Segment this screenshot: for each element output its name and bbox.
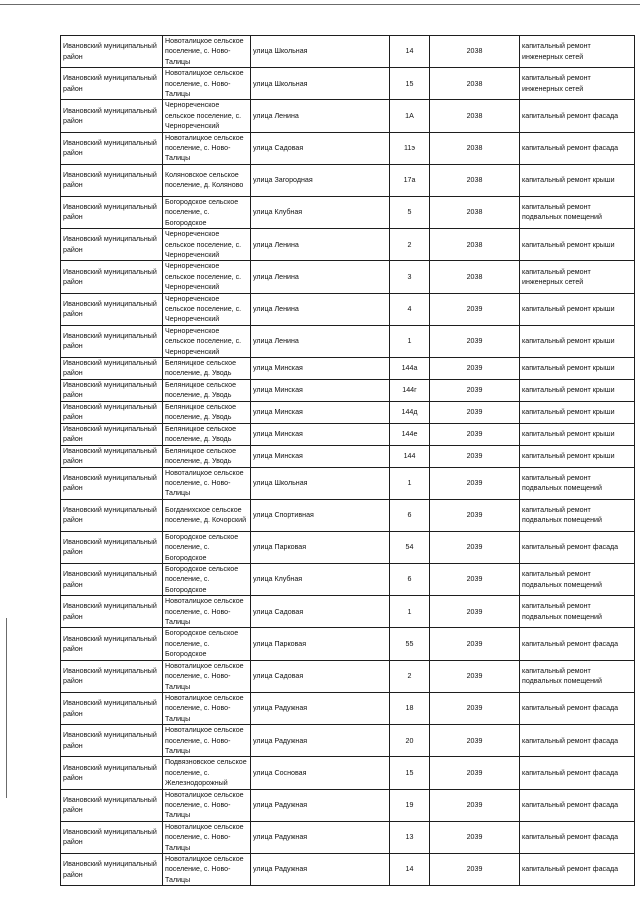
settlement-cell: Новоталицкое сельское поселение, с. Ново-Талицы [163,132,251,164]
table-row [61,229,635,261]
settlement-cell: Новоталицкое сельское поселение, с. Ново-Талицы [163,660,251,692]
house-number-cell: 14 [390,854,430,886]
year-cell: 2039 [430,531,520,563]
settlement-cell: Новоталицкое сельское поселение, с. Ново-Талицы [163,692,251,724]
work-type-cell: капитальный ремонт фасада [520,757,635,789]
table-row [61,628,635,660]
table-row [61,196,635,228]
district-cell: Ивановский муниципальный район [61,36,163,68]
street-cell: улица Радужная [251,821,390,853]
year-cell: 2039 [430,499,520,531]
district-cell: Ивановский муниципальный район [61,789,163,821]
table-row [61,445,635,467]
street-cell: улица Парковая [251,531,390,563]
work-type-cell: капитальный ремонт инженерных сетей [520,36,635,68]
district-cell: Ивановский муниципальный район [61,401,163,423]
table-row [61,854,635,886]
year-cell: 2039 [430,757,520,789]
year-cell: 2039 [430,854,520,886]
table-row [61,357,635,379]
district-cell: Ивановский муниципальный район [61,628,163,660]
table-row [61,467,635,499]
year-cell: 2039 [430,596,520,628]
house-number-cell: 1 [390,467,430,499]
settlement-cell: Чернореченское сельское поселение, с. Чернореченский [163,100,251,132]
table-body [61,36,635,886]
street-cell: улица Минская [251,423,390,445]
table-row [61,564,635,596]
work-type-cell: капитальный ремонт подвальных помещений [520,564,635,596]
year-cell: 2038 [430,100,520,132]
work-type-cell: капитальный ремонт фасада [520,789,635,821]
year-cell: 2039 [430,445,520,467]
scan-edge-top [0,4,640,5]
house-number-cell: 144а [390,357,430,379]
district-cell: Ивановский муниципальный район [61,564,163,596]
work-type-cell: капитальный ремонт крыши [520,401,635,423]
table-row [61,789,635,821]
year-cell: 2039 [430,467,520,499]
street-cell: улица Ленина [251,325,390,357]
street-cell: улица Радужная [251,789,390,821]
street-cell: улица Сосновая [251,757,390,789]
settlement-cell: Беляницкое сельское поселение, д. Уводь [163,445,251,467]
work-type-cell: капитальный ремонт подвальных помещений [520,499,635,531]
district-cell: Ивановский муниципальный район [61,100,163,132]
year-cell: 2039 [430,628,520,660]
district-cell: Ивановский муниципальный район [61,596,163,628]
street-cell: улица Минская [251,445,390,467]
house-number-cell: 11э [390,132,430,164]
settlement-cell: Чернореченское сельское поселение, с. Чернореченский [163,229,251,261]
year-cell: 2039 [430,293,520,325]
work-type-cell: капитальный ремонт фасада [520,692,635,724]
year-cell: 2039 [430,401,520,423]
work-type-cell: капитальный ремонт подвальных помещений [520,467,635,499]
street-cell: улица Радужная [251,725,390,757]
work-type-cell: капитальный ремонт подвальных помещений [520,596,635,628]
district-cell: Ивановский муниципальный район [61,261,163,293]
work-type-cell: капитальный ремонт крыши [520,423,635,445]
street-cell: улица Парковая [251,628,390,660]
district-cell: Ивановский муниципальный район [61,229,163,261]
settlement-cell: Богородское сельское поселение, с. Богородское [163,564,251,596]
district-cell: Ивановский муниципальный район [61,821,163,853]
year-cell: 2039 [430,423,520,445]
house-number-cell: 6 [390,564,430,596]
street-cell: улица Клубная [251,564,390,596]
district-cell: Ивановский муниципальный район [61,531,163,563]
year-cell: 2039 [430,564,520,596]
table-row [61,164,635,196]
year-cell: 2039 [430,821,520,853]
street-cell: улица Минская [251,379,390,401]
house-number-cell: 15 [390,68,430,100]
house-number-cell: 1 [390,596,430,628]
district-cell: Ивановский муниципальный район [61,196,163,228]
house-number-cell: 5 [390,196,430,228]
house-number-cell: 144д [390,401,430,423]
district-cell: Ивановский муниципальный район [61,132,163,164]
settlement-cell: Чернореченское сельское поселение, с. Чернореченский [163,293,251,325]
house-number-cell: 144 [390,445,430,467]
year-cell: 2038 [430,229,520,261]
table-row [61,725,635,757]
year-cell: 2038 [430,164,520,196]
table-row [61,401,635,423]
table-row [61,379,635,401]
work-type-cell: капитальный ремонт крыши [520,229,635,261]
settlement-cell: Новоталицкое сельское поселение, с. Ново-Талицы [163,789,251,821]
work-type-cell: капитальный ремонт фасада [520,100,635,132]
district-cell: Ивановский муниципальный район [61,325,163,357]
district-cell: Ивановский муниципальный район [61,357,163,379]
work-type-cell: капитальный ремонт крыши [520,325,635,357]
settlement-cell: Новоталицкое сельское поселение, с. Ново-Талицы [163,467,251,499]
district-cell: Ивановский муниципальный район [61,692,163,724]
settlement-cell: Богданихское сельское поселение, д. Кочорский [163,499,251,531]
street-cell: улица Садовая [251,660,390,692]
settlement-cell: Чернореченское сельское поселение, с. Чернореченский [163,325,251,357]
work-type-cell: капитальный ремонт фасада [520,531,635,563]
table-row [61,293,635,325]
district-cell: Ивановский муниципальный район [61,68,163,100]
settlement-cell: Новоталицкое сельское поселение, с. Ново-Талицы [163,854,251,886]
district-cell: Ивановский муниципальный район [61,499,163,531]
year-cell: 2039 [430,660,520,692]
settlement-cell: Беляницкое сельское поселение, д. Уводь [163,379,251,401]
settlement-cell: Беляницкое сельское поселение, д. Уводь [163,357,251,379]
street-cell: улица Ленина [251,293,390,325]
work-type-cell: капитальный ремонт фасада [520,132,635,164]
settlement-cell: Новоталицкое сельское поселение, с. Ново-Талицы [163,821,251,853]
settlement-cell: Богородское сельское поселение, с. Богородское [163,196,251,228]
work-type-cell: капитальный ремонт подвальных помещений [520,196,635,228]
repair-schedule-table [60,35,635,886]
street-cell: улица Клубная [251,196,390,228]
house-number-cell: 6 [390,499,430,531]
year-cell: 2038 [430,68,520,100]
work-type-cell: капитальный ремонт крыши [520,293,635,325]
street-cell: улица Минская [251,401,390,423]
house-number-cell: 18 [390,692,430,724]
year-cell: 2039 [430,789,520,821]
street-cell: улица Ленина [251,261,390,293]
street-cell: улица Садовая [251,132,390,164]
house-number-cell: 17а [390,164,430,196]
year-cell: 2038 [430,261,520,293]
street-cell: улица Школьная [251,36,390,68]
settlement-cell: Беляницкое сельское поселение, д. Уводь [163,401,251,423]
work-type-cell: капитальный ремонт крыши [520,164,635,196]
table-row [61,423,635,445]
work-type-cell: капитальный ремонт инженерных сетей [520,68,635,100]
table-row [61,757,635,789]
house-number-cell: 20 [390,725,430,757]
house-number-cell: 4 [390,293,430,325]
year-cell: 2039 [430,357,520,379]
district-cell: Ивановский муниципальный район [61,854,163,886]
settlement-cell: Новоталицкое сельское поселение, с. Ново-Талицы [163,68,251,100]
year-cell: 2039 [430,725,520,757]
street-cell: улица Школьная [251,68,390,100]
year-cell: 2038 [430,36,520,68]
table-row [61,261,635,293]
district-cell: Ивановский муниципальный район [61,423,163,445]
table-row [61,36,635,68]
district-cell: Ивановский муниципальный район [61,445,163,467]
scan-edge-left [6,618,7,798]
street-cell: улица Ленина [251,229,390,261]
house-number-cell: 1 [390,325,430,357]
street-cell: улица Загородная [251,164,390,196]
district-cell: Ивановский муниципальный район [61,293,163,325]
district-cell: Ивановский муниципальный район [61,379,163,401]
work-type-cell: капитальный ремонт фасада [520,854,635,886]
settlement-cell: Подвязновское сельское поселение, с. Железнодорожный [163,757,251,789]
house-number-cell: 1А [390,100,430,132]
work-type-cell: капитальный ремонт крыши [520,445,635,467]
settlement-cell: Новоталицкое сельское поселение, с. Ново-Талицы [163,596,251,628]
work-type-cell: капитальный ремонт фасада [520,821,635,853]
table-row [61,100,635,132]
work-type-cell: капитальный ремонт подвальных помещений [520,660,635,692]
settlement-cell: Новоталицкое сельское поселение, с. Ново-Талицы [163,725,251,757]
table-row [61,660,635,692]
work-type-cell: капитальный ремонт фасада [520,725,635,757]
district-cell: Ивановский муниципальный район [61,467,163,499]
settlement-cell: Богородское сельское поселение, с. Богородское [163,628,251,660]
work-type-cell: капитальный ремонт фасада [520,628,635,660]
year-cell: 2039 [430,325,520,357]
house-number-cell: 19 [390,789,430,821]
settlement-cell: Чернореченское сельское поселение, с. Чернореченский [163,261,251,293]
work-type-cell: капитальный ремонт крыши [520,357,635,379]
settlement-cell: Коляновское сельское поселение, д. Коляново [163,164,251,196]
table-row [61,531,635,563]
settlement-cell: Беляницкое сельское поселение, д. Уводь [163,423,251,445]
house-number-cell: 144е [390,423,430,445]
district-cell: Ивановский муниципальный район [61,725,163,757]
house-number-cell: 3 [390,261,430,293]
house-number-cell: 144г [390,379,430,401]
table-row [61,132,635,164]
table-row [61,325,635,357]
house-number-cell: 14 [390,36,430,68]
house-number-cell: 55 [390,628,430,660]
street-cell: улица Садовая [251,596,390,628]
table-row [61,821,635,853]
work-type-cell: капитальный ремонт крыши [520,379,635,401]
street-cell: улица Ленина [251,100,390,132]
house-number-cell: 54 [390,531,430,563]
district-cell: Ивановский муниципальный район [61,757,163,789]
table-row [61,596,635,628]
table-row [61,68,635,100]
table-row [61,499,635,531]
year-cell: 2038 [430,132,520,164]
table-row [61,692,635,724]
district-cell: Ивановский муниципальный район [61,164,163,196]
year-cell: 2039 [430,379,520,401]
house-number-cell: 13 [390,821,430,853]
district-cell: Ивановский муниципальный район [61,660,163,692]
street-cell: улица Школьная [251,467,390,499]
house-number-cell: 15 [390,757,430,789]
settlement-cell: Богородское сельское поселение, с. Богородское [163,531,251,563]
house-number-cell: 2 [390,229,430,261]
street-cell: улица Минская [251,357,390,379]
street-cell: улица Радужная [251,854,390,886]
house-number-cell: 2 [390,660,430,692]
street-cell: улица Радужная [251,692,390,724]
street-cell: улица Спортивная [251,499,390,531]
year-cell: 2039 [430,692,520,724]
work-type-cell: капитальный ремонт инженерных сетей [520,261,635,293]
settlement-cell: Новоталицкое сельское поселение, с. Ново-Талицы [163,36,251,68]
year-cell: 2038 [430,196,520,228]
